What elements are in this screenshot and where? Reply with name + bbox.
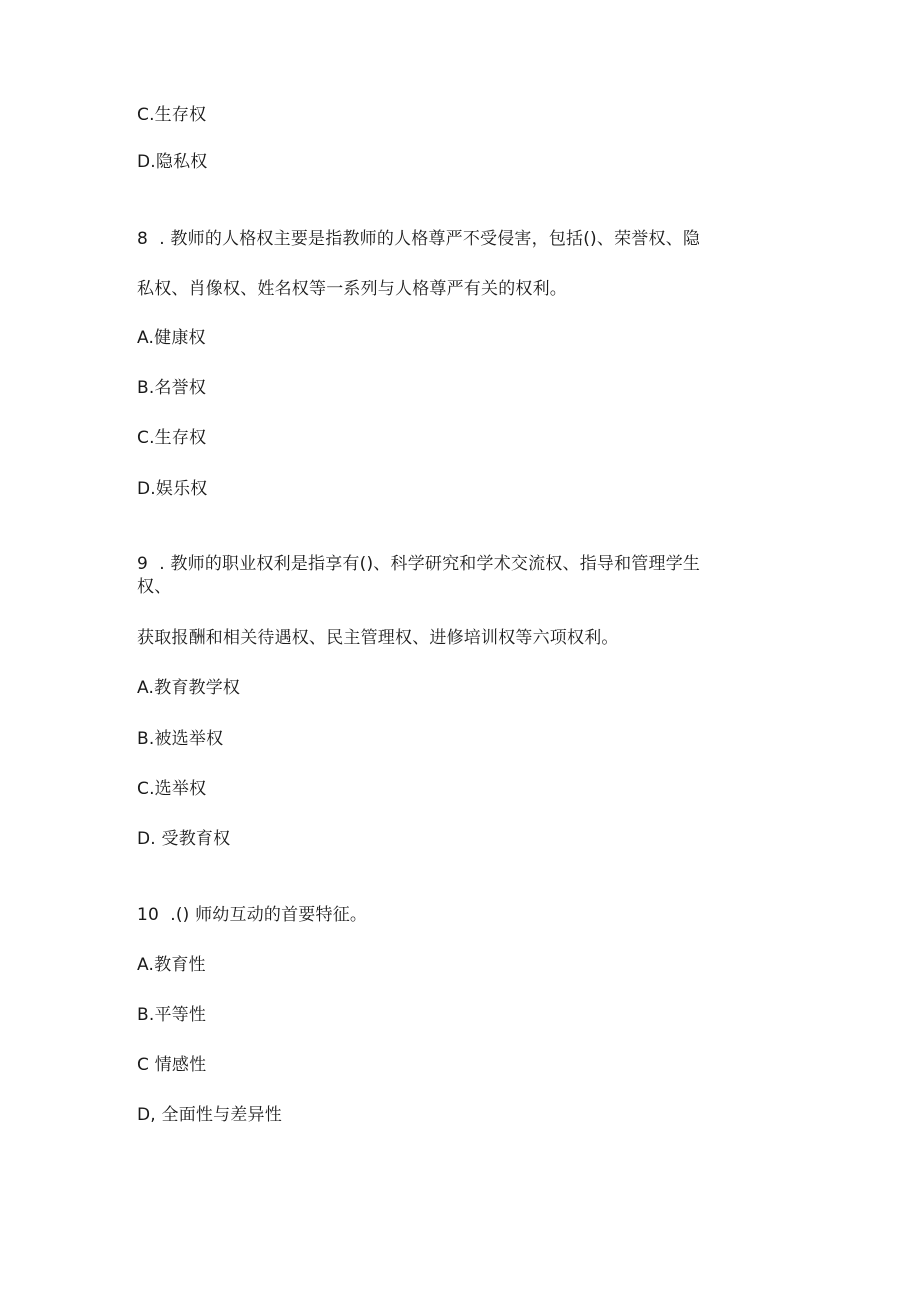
option-c: C.选举权 xyxy=(137,779,207,799)
option-d: D.隐私权 xyxy=(137,152,208,172)
question-stem-line: 9 . 教师的职业权利是指享有()、科学研究和学术交流权、指导和管理学生 xyxy=(137,554,701,574)
question-stem-line: 10 .() 师幼互动的首要特征。 xyxy=(137,905,368,925)
question-stem-line: 获取报酬和相关待遇权、民主管理权、进修培训权等六项权利。 xyxy=(137,628,619,648)
option-d: D. 受教育权 xyxy=(137,829,231,849)
option-a: A.教育教学权 xyxy=(137,678,241,698)
option-b: B.平等性 xyxy=(137,1005,207,1025)
option-b: B.名誉权 xyxy=(137,378,207,398)
option-d: D.娱乐权 xyxy=(137,479,208,499)
question-stem-line: 私权、肖像权、姓名权等一系列与人格尊严有关的权利。 xyxy=(137,279,567,299)
question-stem-line: 权、 xyxy=(137,577,172,597)
option-a: A.教育性 xyxy=(137,955,206,975)
option-b: B.被选举权 xyxy=(137,729,224,749)
option-c: C.生存权 xyxy=(137,428,207,448)
option-d: D, 全面性与差异性 xyxy=(137,1105,282,1125)
option-c: C.生存权 xyxy=(137,105,207,125)
question-stem-line: 8 . 教师的人格权主要是指教师的人格尊严不受侵害，包括()、荣誉权、隐 xyxy=(137,229,701,249)
option-a: A.健康权 xyxy=(137,328,206,348)
option-c: C 情感性 xyxy=(137,1055,207,1075)
